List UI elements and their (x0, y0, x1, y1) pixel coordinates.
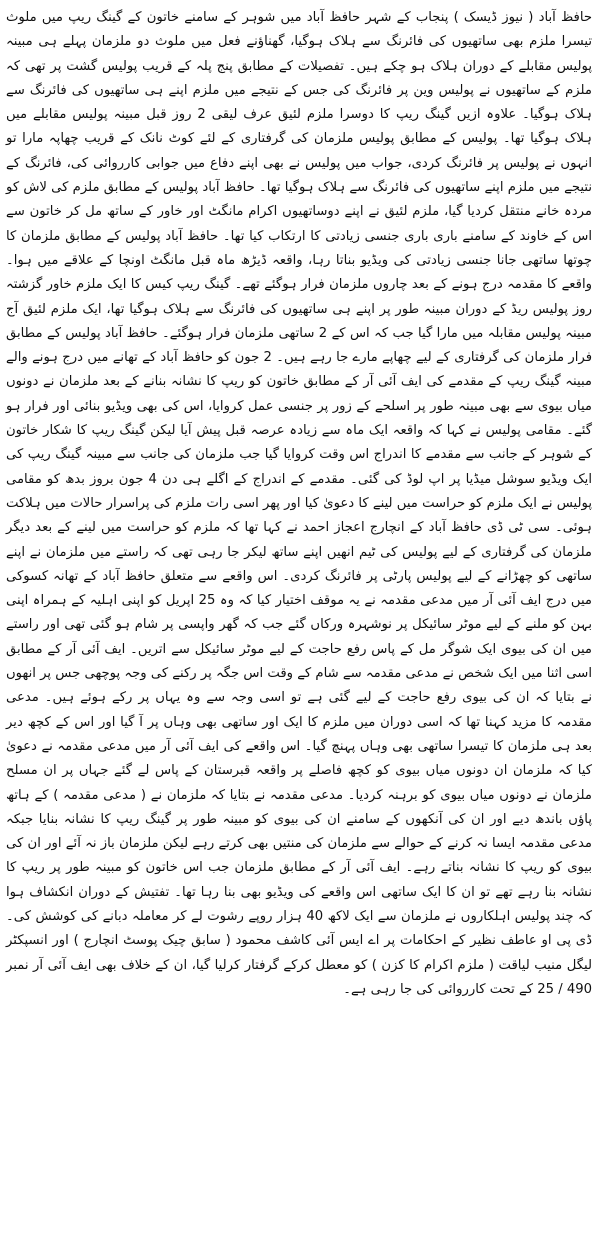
article-body: حافظ آباد ( نیوز ڈیسک ) پنجاب کے شہر حافظ آباد میں شوہر کے سامنے خاتون کے گینگ ریپ میں ملوث تیسرا ملزم بھی ساتھیوں کی فائرنگ سے ہلاک ہوگیا، گھناؤنے فعل میں ملوث دو ملزمان پہلے ہی مبینہ پولیس مقابلے کے دوران ہلاک ہو چکے ہیں۔ تفصیلات کے مطابق پنج پلہ کے قریب پولیس گشت پر تھی کہ ملزم کے ساتھیوں نے پولیس وین پر فائرنگ کی جس کے نتیجے میں ملزم اپنے ہی ساتھیوں کی فائرنگ سے ہلاک ہوگیا۔ علاوہ ازیں گینگ ریپ کا دوسرا ملزم لئیق عرف لیقی 2 روز قبل مبینہ پولیس مقابلے میں ہلاک ہوگیا تھا۔ پولیس کے مطابق پولیس ملزمان کی گرفتاری کے لئے کوٹ نانک کے قریب چھاپہ مارا تو انہوں نے پولیس پر فائرنگ کردی، جواب میں پولیس نے بھی اپنے دفاع میں جوابی کارروائی کی، فائرنگ کے نتیجے میں ملزم اپنے ساتھیوں کی فائرنگ سے ہلاک ہوگیا تھا۔ حافظ آباد پولیس کے مطابق ملزم کی لاش کو مردہ خانے منتقل کردیا گیا، ملزم لئیق نے اپنے دوساتھیوں اکرام مانگٹ اور خاور کے ساتھ مل کر خاتون سے اس کے خاوند کے سامنے باری باری جنسی زیادتی کا ارتکاب کیا تھا۔ حافظ آباد پولیس کے مطابق ملزمان کا چوتھا ساتھی جانا جنسی زیادتی کی ویڈیو بناتا رہا، واقعہ ڈیڑھ ماہ قبل مانگٹ اونچا کے علاقے میں ہوا۔ واقعے کا مقدمہ درج ہونے کے بعد چاروں ملزمان فرار ہوگئے تھے۔ گینگ ریپ کیس کا ایک ملزم خاور گزشتہ روز پولیس ریڈ کے دوران مبینہ طور پر اپنے ہی ساتھیوں کی فائرنگ سے ہلاک ہوگیا تھا، ایک ملزم لئیق آج مبینہ پولیس مقابلہ میں مارا گیا جب کہ اس کے 2 ساتھی ملزمان فرار ہوگئے۔ حافظ آباد پولیس کے مطابق فرار ملزمان کی گرفتاری کے لیے چھاپے مارے جا رہے ہیں۔ 2 جون کو حافظ آباد کے تھانے میں درج ہونے والے مبینہ گینگ ریپ کے مقدمے کی ایف آئی آر کے مطابق خاتون کو ریپ کا نشانہ بنانے کے بعد ملزمان نے دونوں میاں بیوی سے بھی مبینہ طور پر اسلحے کے زور پر جنسی عمل کروایا، اس کی بھی ویڈیو بنائی اور فرار ہو گئے۔ مقامی پولیس نے کہا کہ واقعہ ایک ماہ سے زیادہ عرصہ قبل پیش آیا لیکن گینگ ریپ کا شکار خاتون کے شوہر کے جانب سے مقدمے کا اندراج اس وقت کروایا گیا جب ملزمان کی جانب سے مبینہ گینگ ریپ کی ایک ویڈیو سوشل میڈیا پر اپ لوڈ کی گئی۔ مقدمے کے اندراج کے اگلے ہی دن 4 جون بروز بدھ کو مقامی پولیس نے ایک ملزم کو حراست میں لینے کا دعویٰ کیا اور پھر اسی رات ملزم کی پراسرار حالات میں ہلاکت ہوئی۔ سی ٹی ڈی حافظ آباد کے انچارج اعجاز احمد نے کہا تھا کہ ملزم کو حراست میں لینے کے بعد دیگر ملزمان کی گرفتاری کے لیے پولیس کی ٹیم انھیں اپنے ساتھ لیکر جا رہی تھی کہ راستے میں ملزمان نے اپنے ساتھی کو چھڑانے کے لیے پولیس پارٹی پر فائرنگ کردی۔ اس واقعے سے متعلق حافظ آباد کے تھانہ کسوکی میں درج ایف آئی آر میں مدعی مقدمہ نے یہ موقف اختیار کیا کہ وہ 25 اپریل کو اپنی اہلیہ کے ہمراہ اپنی بہن کو ملنے کے لیے موٹر سائیکل پر نوشہرہ ورکاں گئے جب کہ گھر واپسی پر شام ہو گئی تھی اور راستے میں ان کی بیوی ایک شوگر مل کے پاس رفع حاجت کے لیے موٹر سائیکل سے اتریں۔ ایف آئی آر کے مطابق اسی اثنا میں ایک شخص نے مدعی مقدمہ سے شام کے وقت اس جگہ پر رکنے کی وجہ پوچھی جس پر انھوں نے بتایا کہ ان کی بیوی رفع حاجت کے لیے گئی ہے تو اسی وجہ سے وہ یہاں پر رکے ہوئے ہیں۔ مدعی مقدمہ کا مزید کہنا تھا کہ اسی دوران میں ملزم کا ایک اور ساتھی بھی وہاں پر آ گیا اور اس کے کچھ دیر بعد ہی ملزمان کا تیسرا ساتھی بھی وہاں پہنچ گیا۔ اس واقعے کی ایف آئی آر میں مدعی مقدمہ نے دعویٰ کیا کہ ملزمان ان دونوں میاں بیوی کو کچھ فاصلے پر واقعہ قبرستان کے پاس لے گئے جہاں پر ان مسلح ملزمان نے دونوں میاں بیوی کو برہنہ کردیا۔ مدعی مقدمہ نے بتایا کہ ملزمان نے ( مدعی مقدمہ ) کے ہاتھ پاؤں باندھ دیے اور ان کی آنکھوں کے سامنے ان کی بیوی کو مبینہ طور پر گینگ ریپ کا نشانہ بنایا جبکہ مدعی مقدمہ ایسا نہ کرنے کے حوالے سے ملزمان کی منتیں بھی کرتے رہے لیکن ملزمان باز نہ آئے اور ان کی بیوی کو ریپ کا نشانہ بناتے رہے۔ ایف آئی آر کے مطابق ملزمان جب اس خاتون کو مبینہ طور پر ریپ کا نشانہ بنا رہے تھے تو ان کا ایک ساتھی اس واقعے کی ویڈیو بھی بنا رہا تھا۔ تفتیش کے دوران انکشاف ہوا کہ چند پولیس اہلکاروں نے ملزمان سے ایک لاکھ 40 ہزار روپے رشوت لے کر معاملہ دبانے کی کوشش کی۔ ڈی پی او عاطف نظیر کے احکامات پر اے ایس آئی کاشف محمود ( سابق چیک پوسٹ انچارج ) اور انسپکٹر لیگل منیب لیاقت ( ملزم اکرام کا کزن ) کو معطل کرکے گرفتار کرلیا گیا، ان کے خلاف بھی ایف آئی آر نمبر 490 / 25 کے تحت کارروائی کی جا رہی ہے۔ (6, 10, 592, 997)
